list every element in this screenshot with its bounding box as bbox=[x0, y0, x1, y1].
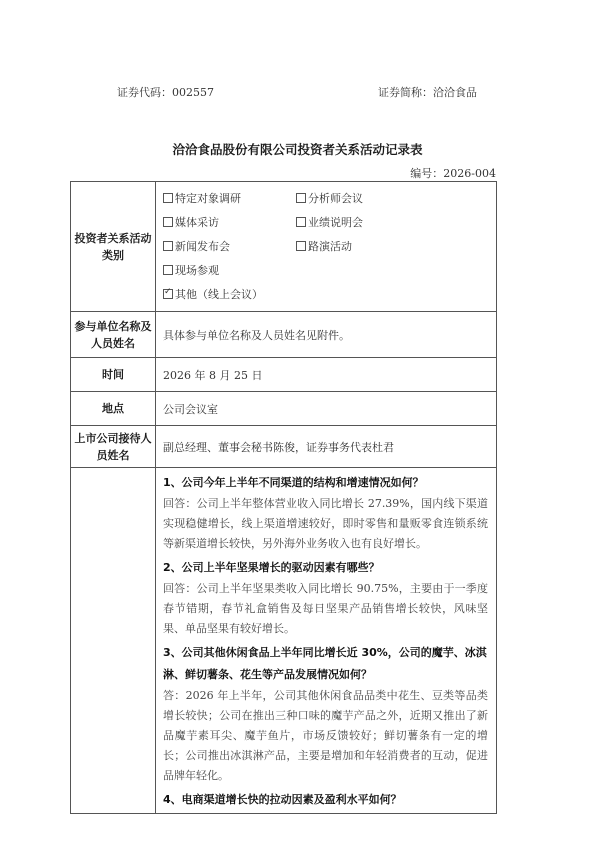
checkbox-icon[interactable] bbox=[163, 193, 173, 203]
qa-label-empty bbox=[71, 468, 156, 814]
stock-short-name: 证券简称：洽洽食品 bbox=[378, 86, 477, 99]
location-label: 地点 bbox=[71, 392, 156, 426]
option-roadshow[interactable]: 路演活动 bbox=[296, 239, 496, 255]
stock-code: 证券代码：002557 bbox=[117, 86, 214, 99]
location-value: 公司会议室 bbox=[156, 392, 497, 426]
answer-3: 答：2026 年上半年，公司其他休闲食品品类中花生、豆类等品类增长较快；公司在推出三种口味的魔芋产品之外，近期又推出了新品魔芋素耳尖、魔芋鱼片，市场反馈较好；鲜切薯条有一定的增长；公司推出冰淇淋产品，主要是增加和年轻消费者的互动，促进品牌年轻化。 bbox=[163, 689, 488, 782]
option-specific-research[interactable]: 特定对象调研 bbox=[163, 191, 296, 207]
question-1: 1、公司今年上半年不同渠道的结构和增速情况如何？ bbox=[163, 476, 424, 489]
option-earnings-call[interactable]: 业绩说明会 bbox=[296, 215, 496, 231]
activity-type-row bbox=[71, 182, 497, 312]
activity-type-options bbox=[156, 182, 497, 312]
receptionists-label: 上市公司接待人员姓名 bbox=[71, 426, 156, 468]
time-row bbox=[71, 358, 497, 392]
record-table bbox=[70, 181, 497, 814]
activity-type-label: 投资者关系活动类别 bbox=[71, 182, 156, 312]
time-value: 2026 年 8 月 25 日 bbox=[156, 358, 497, 392]
checkbox-icon[interactable] bbox=[296, 217, 306, 227]
question-2: 2、公司上半年坚果增长的驱动因素有哪些？ bbox=[163, 561, 380, 574]
question-3: 3、公司其他休闲食品上半年同比增长近 30%，公司的魔芋、冰淇淋、鲜切薯条、花生等产品发展情况如何？ bbox=[163, 646, 487, 681]
participants-label: 参与单位名称及人员姓名 bbox=[71, 312, 156, 358]
document-title: 洽洽食品股份有限公司投资者关系活动记录表 bbox=[172, 142, 423, 157]
checkbox-icon[interactable] bbox=[163, 265, 173, 275]
receptionists-row bbox=[71, 426, 497, 468]
question-4: 4、电商渠道增长快的拉动因素及盈利水平如何？ bbox=[163, 793, 402, 806]
receptionists-value: 副总经理、董事会秘书陈俊，证券事务代表杜君 bbox=[156, 426, 497, 468]
answer-1: 回答：公司上半年整体营业收入同比增长 27.39%，国内线下渠道实现稳健增长，线上渠道增速较好，即时零售和量贩零食连锁系统等新渠道增长较快，另外海外业务收入也有良好增长。 bbox=[163, 497, 488, 550]
location-row bbox=[71, 392, 497, 426]
answer-2: 回答：公司上半年坚果类收入同比增长 90.75%，主要由于一季度春节错期，春节礼盒销售及每日坚果产品销售增长较快，风味坚果、单品坚果有较好增长。 bbox=[163, 582, 488, 635]
time-label: 时间 bbox=[71, 358, 156, 392]
participants-row bbox=[71, 312, 497, 358]
checked-checkbox-icon[interactable] bbox=[163, 289, 173, 299]
option-media-interview[interactable]: 媒体采访 bbox=[163, 215, 296, 231]
option-other-online[interactable]: ✓其他（线上会议） bbox=[163, 287, 296, 303]
option-analyst-meeting[interactable]: 分析师会议 bbox=[296, 191, 496, 207]
option-press-conference[interactable]: 新闻发布会 bbox=[163, 239, 296, 255]
option-site-visit[interactable]: 现场参观 bbox=[163, 263, 296, 279]
checkbox-icon[interactable] bbox=[163, 241, 173, 251]
checkbox-icon[interactable] bbox=[296, 241, 306, 251]
participants-value: 具体参与单位名称及人员姓名见附件。 bbox=[156, 312, 497, 358]
checkbox-icon[interactable] bbox=[296, 193, 306, 203]
qa-row bbox=[71, 468, 497, 814]
qa-content bbox=[156, 468, 497, 814]
checkbox-icon[interactable] bbox=[163, 217, 173, 227]
document-number: 编号：2026-004 bbox=[410, 167, 496, 180]
